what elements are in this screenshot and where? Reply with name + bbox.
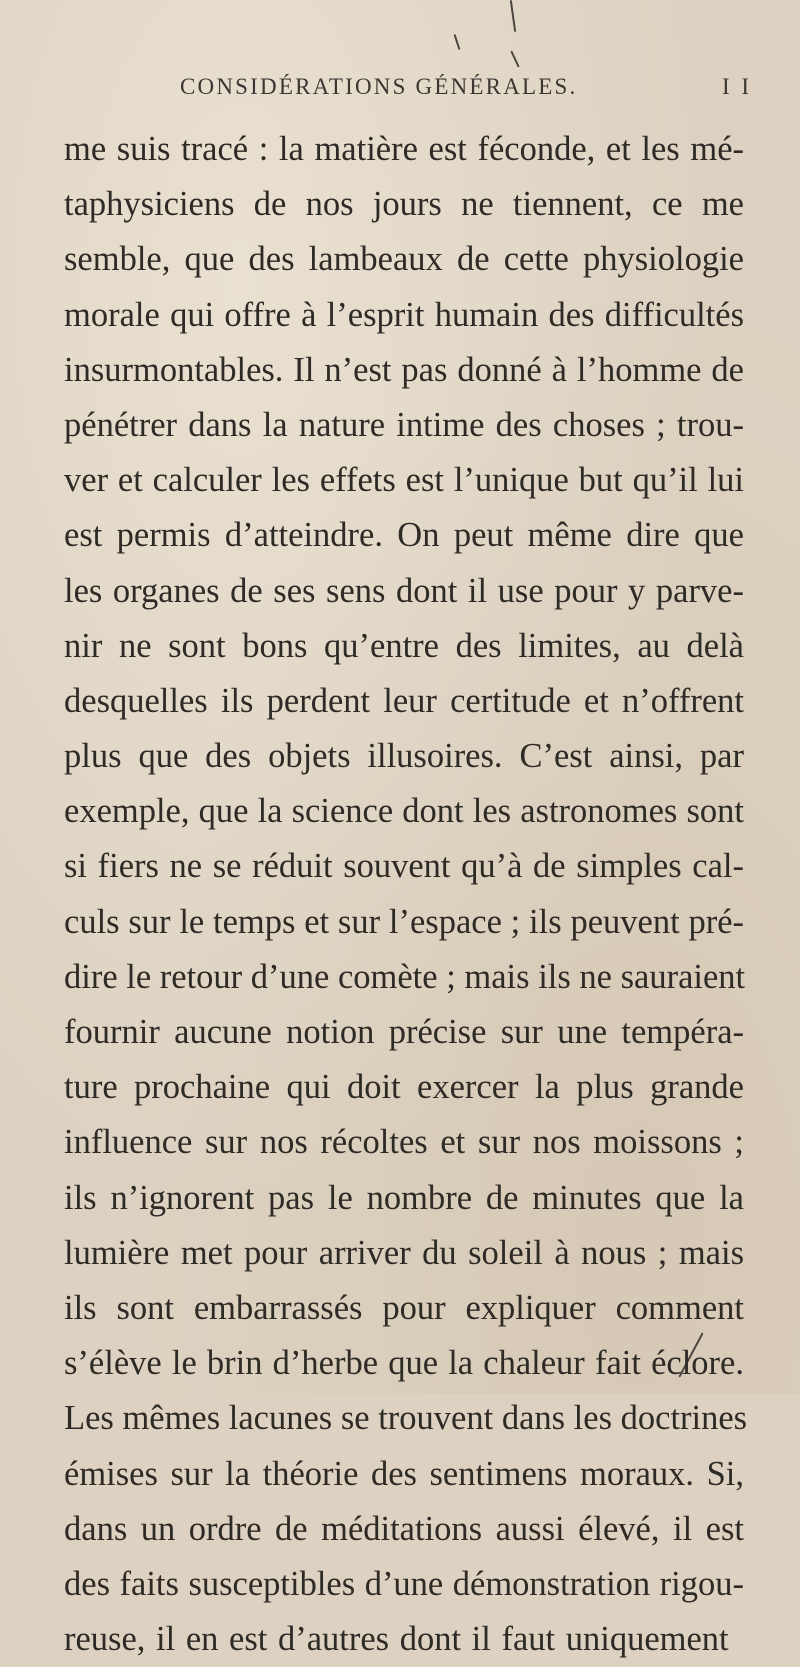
running-head: [0, 74, 800, 114]
text-line: influence sur nos récoltes et sur nos moissons ;: [64, 1123, 744, 1162]
text-line: reuse, il en est d’autres dont il faut uniquement: [64, 1620, 729, 1659]
text-line: des faits susceptibles d’une démonstration rigou-: [64, 1564, 744, 1603]
text-line: ils n’ignorent pas le nombre de minutes que la: [64, 1178, 744, 1217]
text-line: plus que des objets illusoires. C’est ainsi, par: [64, 737, 744, 776]
text-line: ils sont embarrassés pour expliquer comment: [64, 1288, 744, 1327]
text-line: desquelles ils perdent leur certitude et n’offrent: [64, 681, 744, 720]
ink-mark: [510, 50, 519, 67]
body-text: [64, 122, 748, 1667]
text-line: s’élève le brin d’herbe que la chaleur fait éclore.: [64, 1344, 744, 1383]
text-line: Les mêmes lacunes se trouvent dans les doctrines: [64, 1399, 748, 1438]
text-line: fournir aucune notion précise sur une tempéra-: [64, 1013, 744, 1051]
text-line: émises sur la théorie des sentimens moraux. Si,: [64, 1454, 744, 1493]
text-line: dans un ordre de méditations aussi élevé, il est: [64, 1509, 744, 1548]
text-line: taphysiciens de nos jours ne tiennent, ce me: [64, 185, 744, 224]
page-number: I I: [722, 74, 753, 99]
text-line: lumière met pour arriver du soleil à nous ; mais: [64, 1233, 744, 1272]
text-line: ver et calculer les effets est l’unique but qu’il lui: [64, 461, 744, 500]
text-line: culs sur le temps et sur l’espace ; ils peuvent pré-: [64, 902, 744, 941]
text-line: si fiers ne se réduit souvent qu’à de simples cal-: [64, 847, 744, 886]
text-line: nir ne sont bons qu’entre des limites, au delà: [64, 626, 744, 665]
text-line: dire le retour d’une comète ; mais ils ne sauraient: [64, 957, 746, 996]
text-line: pénétrer dans la nature intime des choses ; trou-: [64, 405, 744, 444]
text-line: semble, que des lambeaux de cette physiologie: [64, 240, 744, 279]
ink-mark: [454, 34, 461, 50]
text-line: me suis tracé : la matière est féconde, et les mé-: [64, 130, 744, 168]
text-line: les organes de ses sens dont il use pour y parve-: [64, 571, 744, 610]
running-title: CONSIDÉRATIONS GÉNÉRALES.: [180, 74, 578, 99]
text-line: ture prochaine qui doit exercer la plus grande: [64, 1068, 744, 1107]
ink-mark: [510, 0, 516, 32]
text-line: morale qui offre à l’esprit humain des difficultés: [64, 295, 744, 334]
text-line: exemple, que la science dont les astronomes sont: [64, 792, 744, 831]
text-line: est permis d’atteindre. On peut même dire que: [64, 516, 744, 555]
text-line: insurmontables. Il n’est pas donné à l’homme de: [64, 350, 744, 389]
